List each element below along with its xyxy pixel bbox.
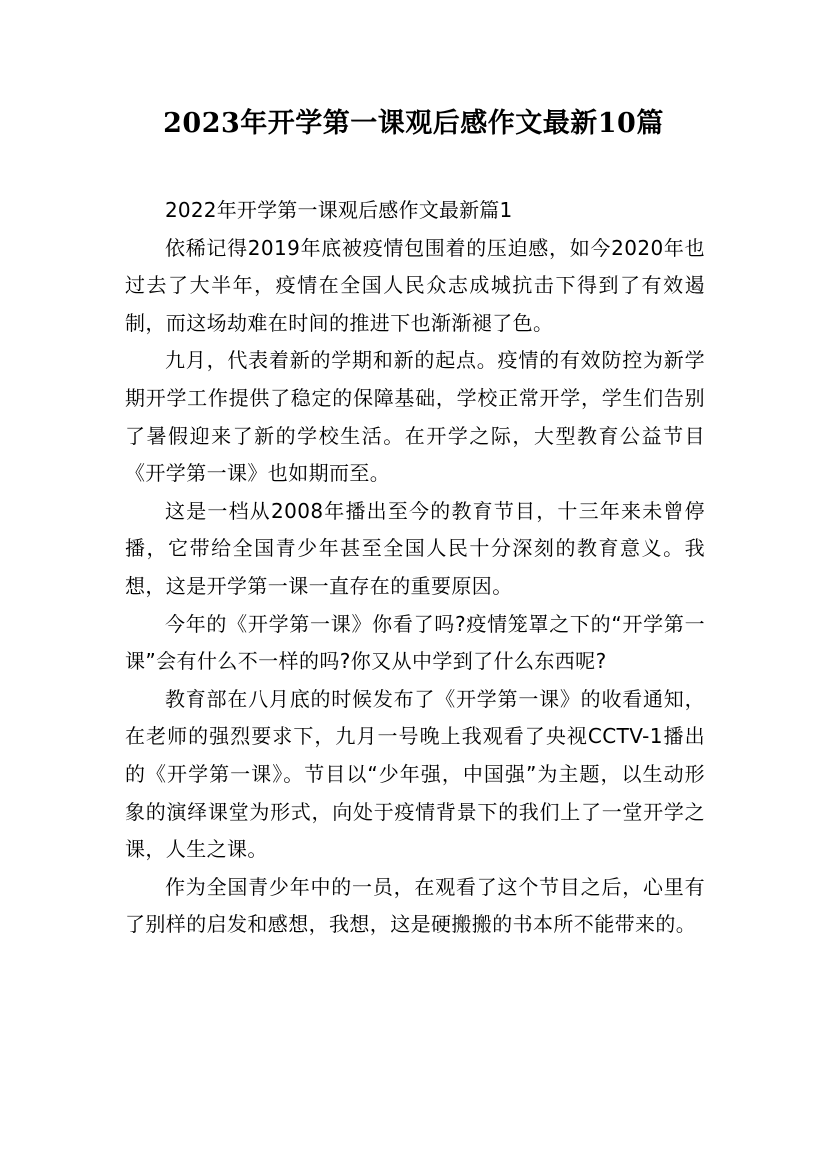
- paragraph: 今年的《开学第一课》你看了吗?疫情笼罩之下的“开学第一课”会有什么不一样的吗?你又从中学到了什么东西呢?: [125, 611, 705, 674]
- paragraph: 依稀记得2019年底被疫情包围着的压迫感，如今2020年也过去了大半年，疫情在全国人民众志成城抗击下得到了有效遏制，而这场劫难在时间的推进下也渐渐褪了色。: [125, 235, 705, 335]
- paragraph: 作为全国青少年中的一员，在观看了这个节目之后，心里有了别样的启发和感想，我想，这是硬搬搬的书本所不能带来的。: [125, 874, 705, 937]
- paragraph: 九月，代表着新的学期和新的起点。疫情的有效防控为新学期开学工作提供了稳定的保障基础，学校正常开学，学生们告别了暑假迎来了新的学校生活。在开学之际，大型教育公益节目《开学第一课》也如期而至。: [125, 348, 705, 486]
- section-heading: 2022年开学第一课观后感作文最新篇1: [165, 198, 513, 222]
- paragraph: 这是一档从2008年播出至今的教育节目，十三年来未曾停播，它带给全国青少年甚至全国人民十分深刻的教育意义。我想，这是开学第一课一直存在的重要原因。: [125, 498, 705, 598]
- document-title: 2023年开学第一课观后感作文最新10篇: [163, 108, 664, 139]
- paragraph: 教育部在八月底的时候发布了《开学第一课》的收看通知，在老师的强烈要求下，九月一号晚上我观看了央视CCTV-1播出的《开学第一课》。节目以“少年强，中国强”为主题，以生动形象的演绎课堂为形式，向处于疫情背景下的我们上了一堂开学之课，人生之课。: [125, 686, 705, 862]
- document-body: [125, 192, 705, 944]
